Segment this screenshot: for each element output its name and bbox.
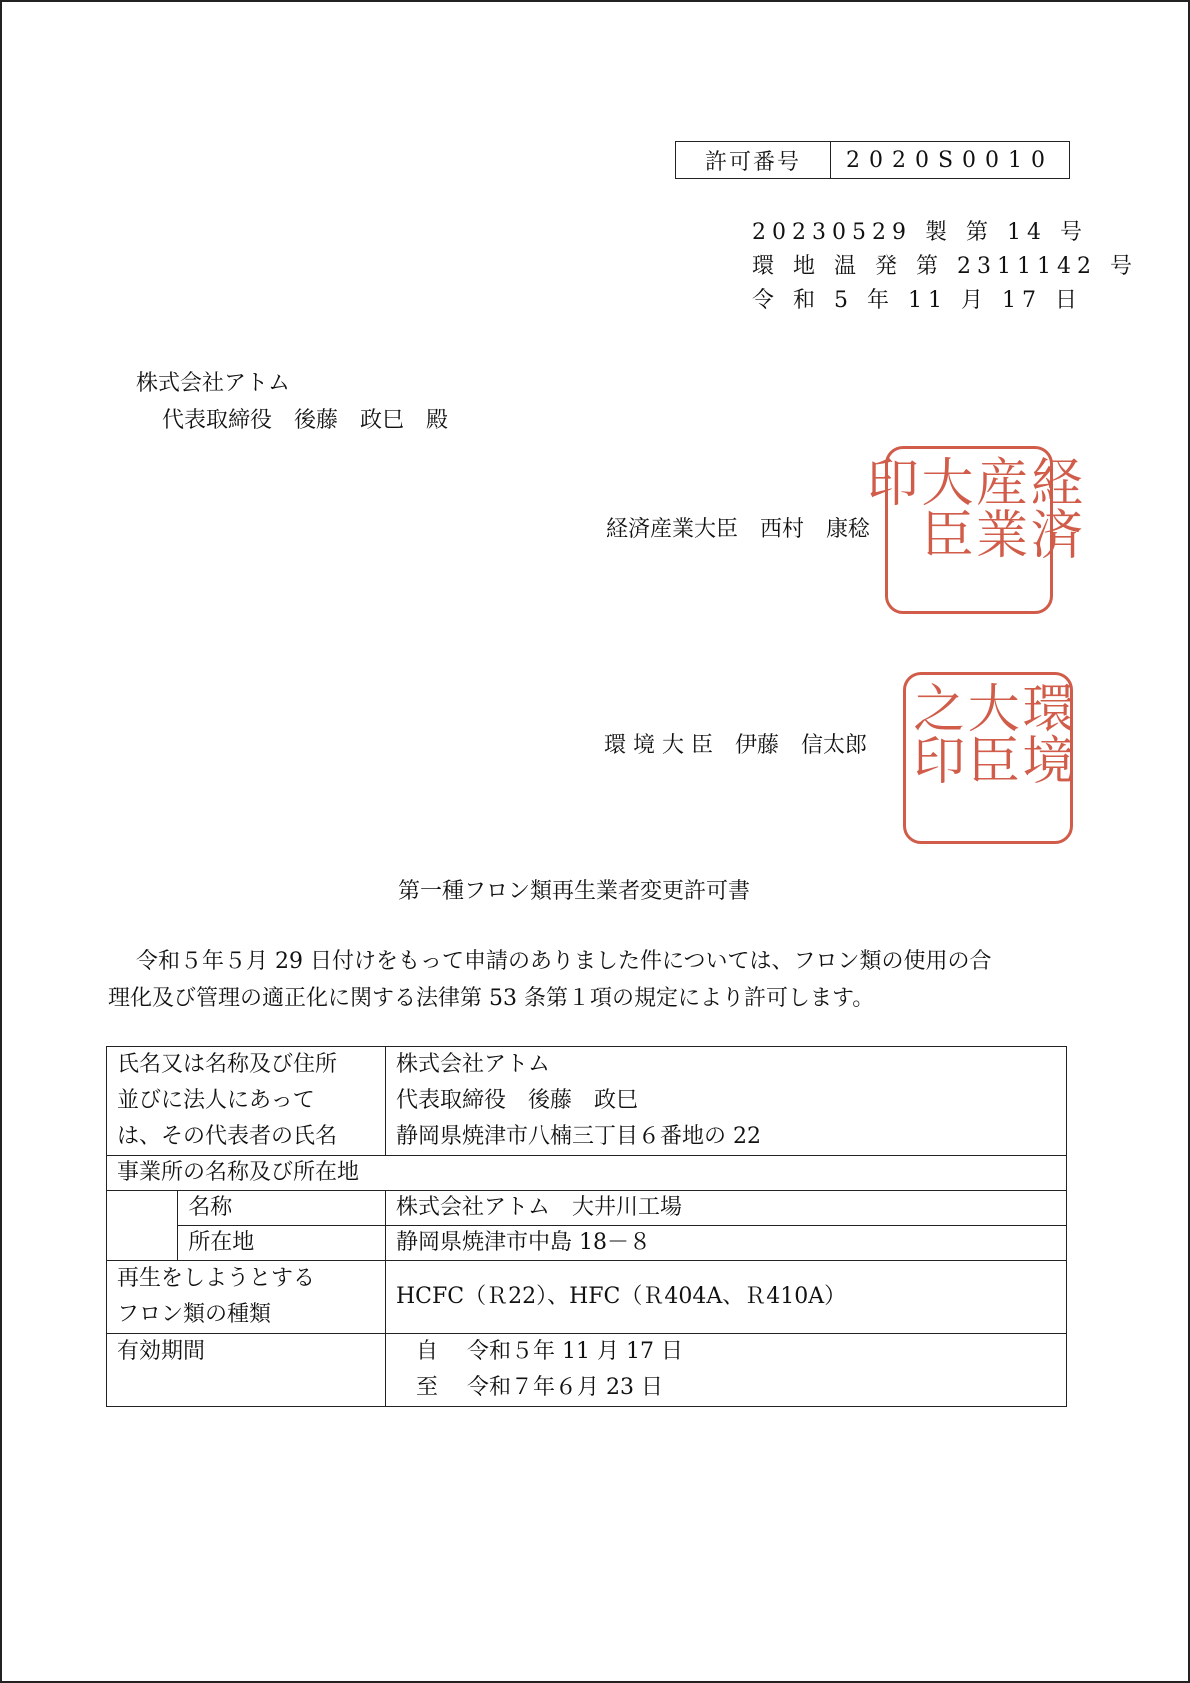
document-title: 第一種フロン類再生業者変更許可書: [398, 879, 751, 904]
refrigerant-label-line: フロン類の種類: [117, 1302, 272, 1327]
holder-address: 静岡県焼津市八楠三丁目６番地の 22: [396, 1124, 761, 1149]
validity-from: 自 令和５年 11 月 17 日: [416, 1339, 683, 1364]
table-row-office-location: [107, 1226, 1067, 1261]
refrigerant-value: HCFC（Ｒ22）、HFC（Ｒ404A、Ｒ410A）: [386, 1261, 1067, 1334]
indent-cell: [107, 1226, 178, 1261]
meti-minister-seal: 経済産業大臣印: [885, 446, 1053, 614]
validity-label: 有効期間: [107, 1334, 386, 1407]
table-row-holder: [107, 1047, 1067, 1156]
refrigerant-label-line: 再生をしようとする: [117, 1266, 316, 1291]
permit-number-box: [675, 141, 1070, 179]
permit-number-value: 2020S0010: [845, 147, 1055, 173]
environment-minister-seal: 環境大臣之印: [903, 672, 1073, 844]
holder-label-line: 並びに法人にあって: [117, 1088, 315, 1113]
table-row-validity: [107, 1334, 1067, 1407]
issuer-environment-minister: 環 境 大 臣 伊藤 信太郎: [604, 733, 867, 758]
validity-to: 至 令和７年６月 23 日: [416, 1375, 663, 1400]
reference-line-1: 20230529 製 第 14 号: [752, 220, 1088, 245]
holder-label-cell: [107, 1047, 386, 1156]
holder-label-line: 氏名又は名称及び住所: [117, 1052, 338, 1077]
office-header: 事業所の名称及び所在地: [107, 1156, 1067, 1191]
addressee-representative: 代表取締役 後藤 政巳 殿: [162, 408, 449, 433]
body-line-1: 令和５年５月 29 日付けをもって申請のありました件については、フロン類の使用の合: [136, 949, 992, 974]
permit-details-table: [106, 1046, 1067, 1407]
office-location-label: 所在地: [178, 1226, 386, 1261]
reference-block: [752, 216, 1138, 318]
permit-number-label: 許可番号: [676, 142, 831, 178]
office-name-value: 株式会社アトム 大井川工場: [386, 1191, 1067, 1226]
addressee-company: 株式会社アトム: [136, 371, 291, 396]
issue-date: 令 和 5 年 11 月 17 日: [752, 288, 1083, 313]
holder-company: 株式会社アトム: [396, 1052, 551, 1077]
indent-cell: [107, 1191, 178, 1226]
holder-label-line: は、その代表者の氏名: [117, 1124, 338, 1149]
office-location-value: 静岡県焼津市中島 18－８: [386, 1226, 1067, 1261]
table-row-office-header: [107, 1156, 1067, 1191]
issuer-meti-minister: 経済産業大臣 西村 康稔: [606, 517, 871, 542]
reference-line-2: 環 地 温 発 第 2311142 号: [752, 254, 1138, 279]
table-row-refrigerant: [107, 1261, 1067, 1334]
validity-value-cell: [386, 1334, 1067, 1407]
refrigerant-label-cell: [107, 1261, 386, 1334]
holder-value-cell: [386, 1047, 1067, 1156]
office-name-label: 名称: [178, 1191, 386, 1226]
table-row-office-name: [107, 1191, 1067, 1226]
holder-representative: 代表取締役 後藤 政巳: [396, 1088, 639, 1113]
body-line-2: 理化及び管理の適正化に関する法律第 53 条第１項の規定により許可します。: [108, 986, 875, 1011]
